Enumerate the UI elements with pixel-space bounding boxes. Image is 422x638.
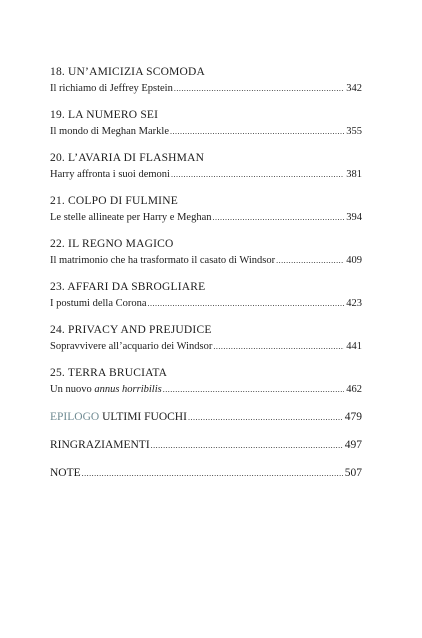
chapter-title: 22. IL REGNO MAGICO — [50, 238, 174, 250]
dot-leader — [171, 166, 344, 184]
chapter-subtitle: Il matrimonio che ha trasformato il casato di Windsor — [50, 255, 276, 266]
toc-entry-epilogo — [50, 408, 362, 427]
chapter-subtitle: Il mondo di Meghan Markle — [50, 126, 169, 137]
chapter-title: 23. AFFARI DA SBROGLIARE — [50, 281, 206, 293]
page-number: 342 — [346, 83, 362, 94]
chapter-title: 21. COLPO DI FULMINE — [50, 195, 178, 207]
toc-line — [50, 408, 362, 427]
subtitle-prefix: Un nuovo — [50, 384, 95, 395]
dot-leader — [163, 381, 345, 399]
page-number: 423 — [346, 298, 362, 309]
dot-leader — [213, 338, 344, 356]
page-number: 409 — [346, 255, 362, 266]
toc-line — [50, 252, 362, 270]
toc-line — [50, 123, 362, 141]
dot-leader — [188, 409, 343, 427]
epilogo-title — [50, 408, 187, 426]
page-number: 394 — [346, 212, 362, 223]
page-number: 507 — [344, 467, 362, 479]
toc-line — [50, 436, 362, 455]
toc-entry-19 — [50, 107, 362, 141]
toc-entry-18 — [50, 64, 362, 98]
toc-entry-note — [50, 464, 362, 483]
toc-entry-23 — [50, 279, 362, 313]
page-number: 441 — [346, 341, 362, 352]
chapter-title: 19. LA NUMERO SEI — [50, 109, 159, 121]
chapter-title: 25. TERRA BRUCIATA — [50, 367, 168, 379]
chapter-subtitle: Il richiamo di Jeffrey Epstein — [50, 83, 173, 94]
toc-entry-20 — [50, 150, 362, 184]
dot-leader — [148, 295, 345, 313]
dot-leader — [174, 80, 344, 98]
dot-leader — [170, 123, 344, 141]
toc-entry-ringraziamenti — [50, 436, 362, 455]
dot-leader — [213, 209, 345, 227]
page-number: 462 — [346, 384, 362, 395]
toc-line — [50, 295, 362, 313]
page-number: 497 — [344, 439, 362, 451]
toc-line — [50, 338, 362, 356]
toc-line — [50, 209, 362, 227]
dot-leader — [151, 437, 343, 455]
toc-entry-22 — [50, 236, 362, 270]
chapter-title: 18. UN’AMICIZIA SCOMODA — [50, 66, 206, 78]
toc-entry-21 — [50, 193, 362, 227]
note-title: NOTE — [50, 467, 81, 479]
toc-line — [50, 80, 362, 98]
chapter-subtitle — [50, 381, 162, 399]
chapter-title: 20. L’AVARIA DI FLASHMAN — [50, 152, 205, 164]
chapter-subtitle: I postumi della Corona — [50, 298, 147, 309]
toc-entry-24 — [50, 322, 362, 356]
subtitle-italic: annus horribilis — [94, 384, 162, 395]
epilogo-name: ULTIMI FUOCHI — [102, 411, 187, 423]
toc-line — [50, 381, 362, 399]
toc-line — [50, 464, 362, 483]
dot-leader — [276, 252, 344, 270]
chapter-title: 24. PRIVACY AND PREJUDICE — [50, 324, 212, 336]
page-number: 479 — [344, 411, 362, 423]
toc-entry-25 — [50, 365, 362, 399]
epilogo-prefix: EPILOGO — [50, 411, 100, 423]
chapter-subtitle: Sopravvivere all’acquario dei Windsor — [50, 341, 213, 352]
page-number: 381 — [346, 169, 362, 180]
ringraziamenti-title: RINGRAZIAMENTI — [50, 439, 150, 451]
table-of-contents — [50, 64, 362, 492]
toc-line — [50, 166, 362, 184]
chapter-subtitle: Le stelle allineate per Harry e Meghan — [50, 212, 212, 223]
chapter-subtitle: Harry affronta i suoi demoni — [50, 169, 170, 180]
page-number: 355 — [346, 126, 362, 137]
dot-leader — [82, 465, 343, 483]
